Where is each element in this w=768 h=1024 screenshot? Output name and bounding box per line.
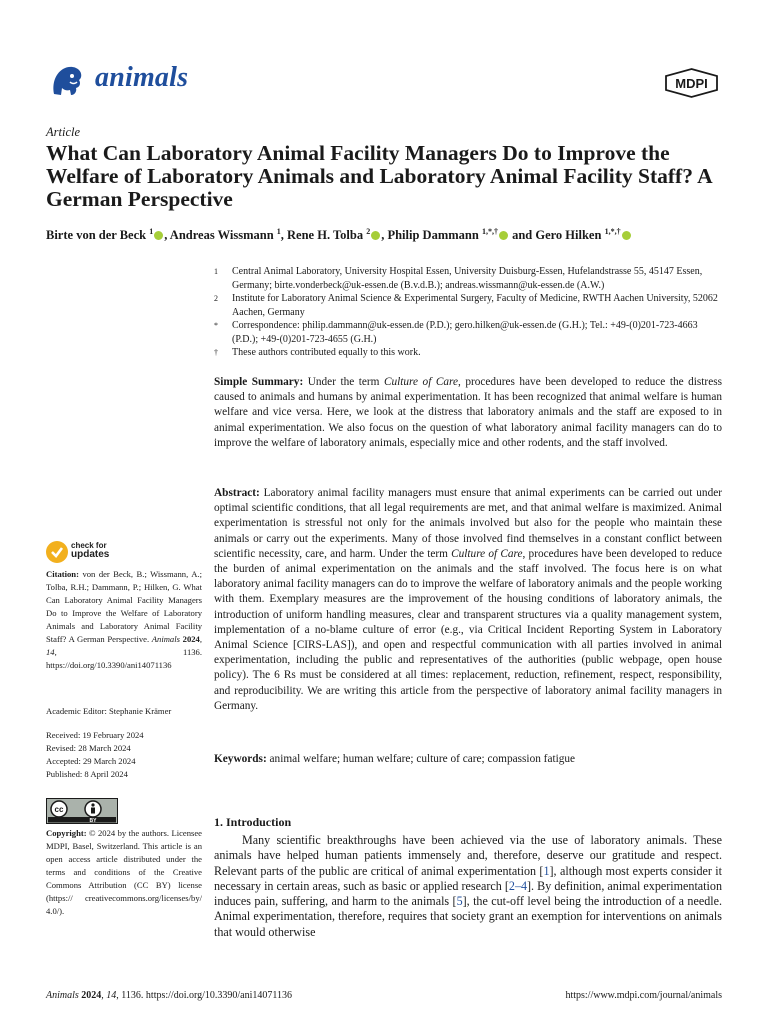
footer-year: 2024 (78, 990, 102, 1001)
affiliation-item (214, 292, 724, 319)
author-name: Birte von der Beck (46, 228, 147, 243)
keywords-label: Keywords: (214, 753, 267, 765)
abstract-text: , procedures have been developed to reduce the burden of animal experimentation on the animals and the staff involved. The focus here is on what laboratory animal facility managers can do to improve the welfare of laboratory animals and the people working with them. Exemplary measures are the improvement of the housing conditions of laboratory animals, the introduction of uniform handling measures, clear and transparent structures via a quality management system, implementation of a no-blame culture of error (e.g., via Critical Incident Reporting System in Laboratory Animal Science [CIRS-LAS]), and open and respectful communication with all parties involved in animal experimentation, including the public and representatives of the authorities (public webpage, open house policy). The 6 Rs must be considered at all times: replacement, reduction, refinement, respect, responsibility, and reproducibility. We are writing this article from the perspective of laboratory animal facility managers in Germany. (214, 547, 722, 712)
affiliation-text: Institute for Laboratory Animal Science & Experimental Surgery, Faculty of Medicine, RWTH Aachen University, 52062 Aachen, Germany (232, 293, 718, 318)
affiliation-item (214, 265, 724, 292)
cc-by-label: BY (89, 818, 97, 824)
revised-date: Revised: 28 March 2024 (46, 743, 131, 753)
citation-block (46, 568, 202, 672)
affiliation-text: Central Animal Laboratory, University Hospital Essen, University Duisburg-Essen, Hufelandstrasse 55, 45147 Essen, Germany; birte.vonderbeck@uk-essen.de (B.v.d.B.); andreas.wissmann@uk-essen.de (A.W.) (232, 266, 703, 291)
author-affiliation-mark: 1 (149, 227, 154, 236)
footer-journal: Animals (46, 990, 79, 1001)
mdpi-logo-icon (664, 68, 719, 98)
cc-label: cc (54, 805, 64, 814)
keywords-text: animal welfare; human welfare; culture of care; compassion fatigue (266, 753, 576, 765)
equal-contribution-text: These authors contributed equally to this work. (232, 347, 421, 358)
abstract (214, 486, 722, 714)
citation-year: 2024 (179, 634, 200, 644)
affiliations (214, 265, 724, 360)
author-affiliation-mark: 1,*,† (604, 227, 621, 236)
journal-name: animals (95, 62, 189, 93)
footer-citation (46, 990, 292, 1001)
copyright-text: © 2024 by the authors. Licensee MDPI, Basel, Switzerland. This article is an open access article distributed under the terms and conditions of the Creative Commons Attribution (CC BY) license (https:// creativecommons.org/licenses/by/ 4.0/). (46, 828, 202, 916)
academic-editor: Academic Editor: Stephanie Krämer (46, 706, 172, 716)
journal-logo-icon (46, 60, 86, 100)
reference-link[interactable]: 5 (456, 894, 463, 909)
affiliation-mark: 1 (214, 267, 218, 276)
correspondence-text: Correspondence: philip.dammann@uk-essen.de (P.D.); gero.hilken@uk-essen.de (G.H.); Tel.: +49-(0)201-723-4663 (P.D.); +49-(0)201-723-4655 (G.H.) (232, 320, 698, 345)
correspondence-item (214, 319, 724, 346)
mdpi-logo-text: MDPI (675, 76, 708, 91)
simple-summary-label: Simple Summary: (214, 376, 304, 388)
orcid-icon[interactable] (499, 231, 508, 240)
author-list: Birte von der Beck $^1$ , Andreas Wissmann $^1$, Rene H. Tolba $^2$ , Philip Dammann $^{1,*,\dagger}$ and Gero Hilken $^{1,*,\dagger}$ (46, 227, 736, 243)
simple-summary (214, 375, 722, 451)
author-affiliation-mark: 1 (276, 227, 281, 236)
abstract-label: Abstract: (214, 487, 260, 499)
simple-summary-text: Under the term (303, 376, 384, 388)
keywords (214, 752, 722, 767)
citation-volume: , 14 (46, 634, 202, 657)
orcid-icon[interactable] (154, 231, 163, 240)
check-for-updates-button[interactable] (46, 540, 156, 564)
affiliation-mark: † (214, 348, 218, 357)
article-title: What Can Laboratory Animal Facility Managers Do to Improve the Welfare of Laboratory Animals and Laboratory Animal Facility Staff? A German Perspective (46, 141, 712, 211)
equal-contribution-note (214, 346, 724, 360)
author-name: Andreas Wissmann (169, 228, 274, 243)
orcid-icon[interactable] (371, 231, 380, 240)
footer-journal-link[interactable]: https://www.mdpi.com/journal/animals (565, 990, 722, 1001)
footer-doi-link[interactable]: , 1136. https://doi.org/10.3390/ani14071136 (116, 990, 293, 1001)
published-date: Published: 8 April 2024 (46, 769, 128, 779)
section-heading-introduction: 1. Introduction (214, 815, 292, 829)
author-affiliation-mark: 1,*,† (481, 227, 498, 236)
author-name: Rene H. Tolba (287, 228, 364, 243)
affiliation-mark: * (214, 321, 218, 330)
cc-by-license-icon[interactable] (46, 798, 118, 824)
check-updates-icon (46, 541, 68, 563)
accepted-date: Accepted: 29 March 2024 (46, 756, 136, 766)
footer-volume: , 14 (101, 990, 117, 1001)
affiliation-mark: 2 (214, 294, 218, 303)
abstract-term: Culture of Care (451, 547, 523, 560)
introduction-paragraph: Many scientific breakthroughs have been achieved via the use of laboratory animals. These animals have helped human patients immensely and, therefore, deserve our gratitude and respect. Relevant parts of the public are critical of animal experimentation [1], although most experts consider it necessary in certain areas, such as basic or applied research [2–4]. By definition, animal experimentation induces pain, suffering, and harm to the animals [5], the cut-off level being the introduction of a needle. Animal experimentation, therefore, requires that society grant an exemption for interventions on animals that would otherwise (214, 833, 723, 939)
publication-dates (46, 729, 144, 781)
author-name: Philip Dammann (387, 228, 479, 243)
reference-link[interactable]: 2–4 (508, 878, 528, 893)
reference-link[interactable]: 1 (543, 863, 550, 878)
citation-doi[interactable]: , 1136. https://doi.org/10.3390/ani14071136 (46, 647, 202, 670)
received-date: Received: 19 February 2024 (46, 730, 144, 740)
check-updates-label: check for updates (71, 541, 110, 560)
citation-text: von der Beck, B.; Wissmann, A.; Tolba, R.H.; Dammann, P.; Hilken, G. What Can Laboratory Animal Facility Managers Do to Improve the Welfare of Laboratory Animals and Laboratory Animal Facility Staff? A German Perspective. (46, 569, 202, 644)
citation-label: Citation: (46, 569, 79, 579)
author-name: Gero Hilken (535, 228, 602, 243)
citation-journal: Animals (151, 634, 180, 644)
article-type: Article (46, 125, 81, 139)
copyright-block (46, 827, 202, 918)
abstract-text: Laboratory animal facility managers must ensure that animal experiments can be carried out under optimal scientific conditions, that all legal requirements are met, and that animal welfare is maximized. Animal experimentation is stressful not only for the animals involved but also for the people who maintain these animals or carry out the experiments. Many of those involved find themselves in a constant conflict between scientific necessity, care, and harm. Under the term (214, 487, 722, 560)
orcid-icon[interactable] (622, 231, 631, 240)
author-affiliation-mark: 2 (366, 227, 371, 236)
simple-summary-text: , procedures have been developed to reduce the distress caused to animals and humans by animal experimentation. It has been recognized that animal welfare is human welfare and vice versa. Here, we look at the distress that laboratory animals and the staff are exposed to in animal experimentation. We also focus on the question of what laboratory animal facility managers can do to improve the welfare of laboratory animals, especially mice and other rodents, and the staff involved. (214, 376, 723, 449)
simple-summary-term: Culture of Care (383, 376, 459, 388)
copyright-label: Copyright: (46, 828, 87, 838)
